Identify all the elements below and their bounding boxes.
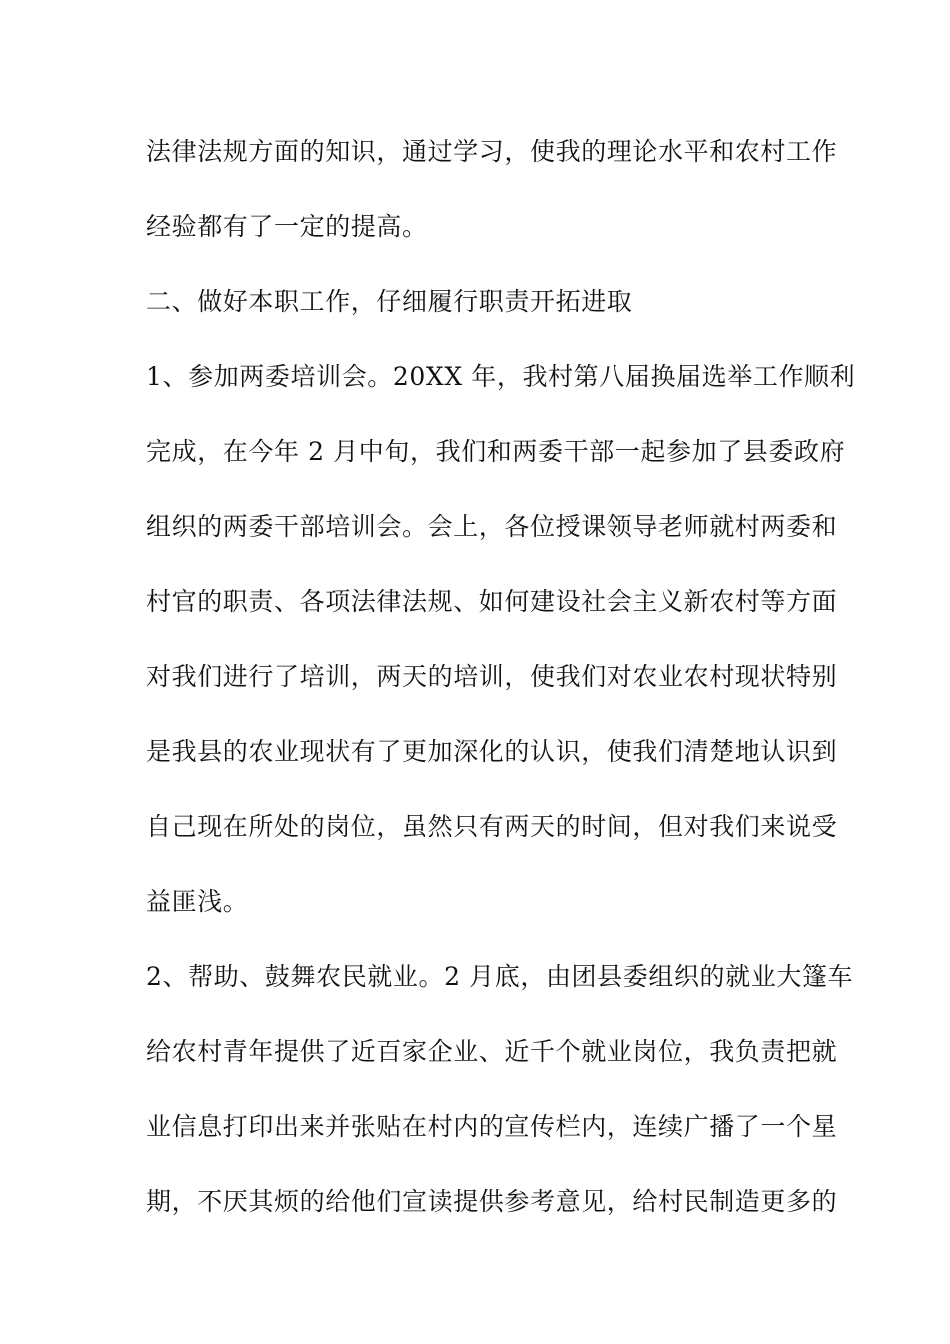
- text-line: 村官的职责、各项法律法规、如何建设社会主义新农村等方面: [146, 587, 838, 616]
- text-line: 2、帮助、鼓舞农民就业。2 月底，由团县委组织的就业大篷车: [146, 962, 854, 991]
- section-heading: 二、做好本职工作，仔细履行职责开拓进取: [146, 287, 633, 316]
- text-line: 自己现在所处的岗位，虽然只有两天的时间，但对我们来说受: [146, 812, 838, 841]
- text-line: 完成，在今年 2 月中旬，我们和两委干部一起参加了县委政府: [146, 437, 846, 466]
- text-line: 益匪浅。: [146, 887, 249, 916]
- text-line: 是我县的农业现状有了更加深化的认识，使我们清楚地认识到: [146, 737, 838, 766]
- text-line: 给农村青年提供了近百家企业、近千个就业岗位，我负责把就: [146, 1037, 838, 1066]
- text-line: 1、参加两委培训会。20XX 年，我村第八届换届选举工作顺利: [146, 362, 856, 391]
- text-line: 经验都有了一定的提高。: [146, 212, 428, 241]
- text-line: 法律法规方面的知识，通过学习，使我的理论水平和农村工作: [146, 137, 838, 166]
- text-line: 对我们进行了培训，两天的培训，使我们对农业农村现状特别: [146, 662, 838, 691]
- text-line: 组织的两委干部培训会。会上，各位授课领导老师就村两委和: [146, 512, 838, 541]
- text-line: 期，不厌其烦的给他们宣读提供参考意见，给村民制造更多的: [146, 1187, 838, 1216]
- text-line: 业信息打印出来并张贴在村内的宣传栏内，连续广播了一个星: [146, 1112, 838, 1141]
